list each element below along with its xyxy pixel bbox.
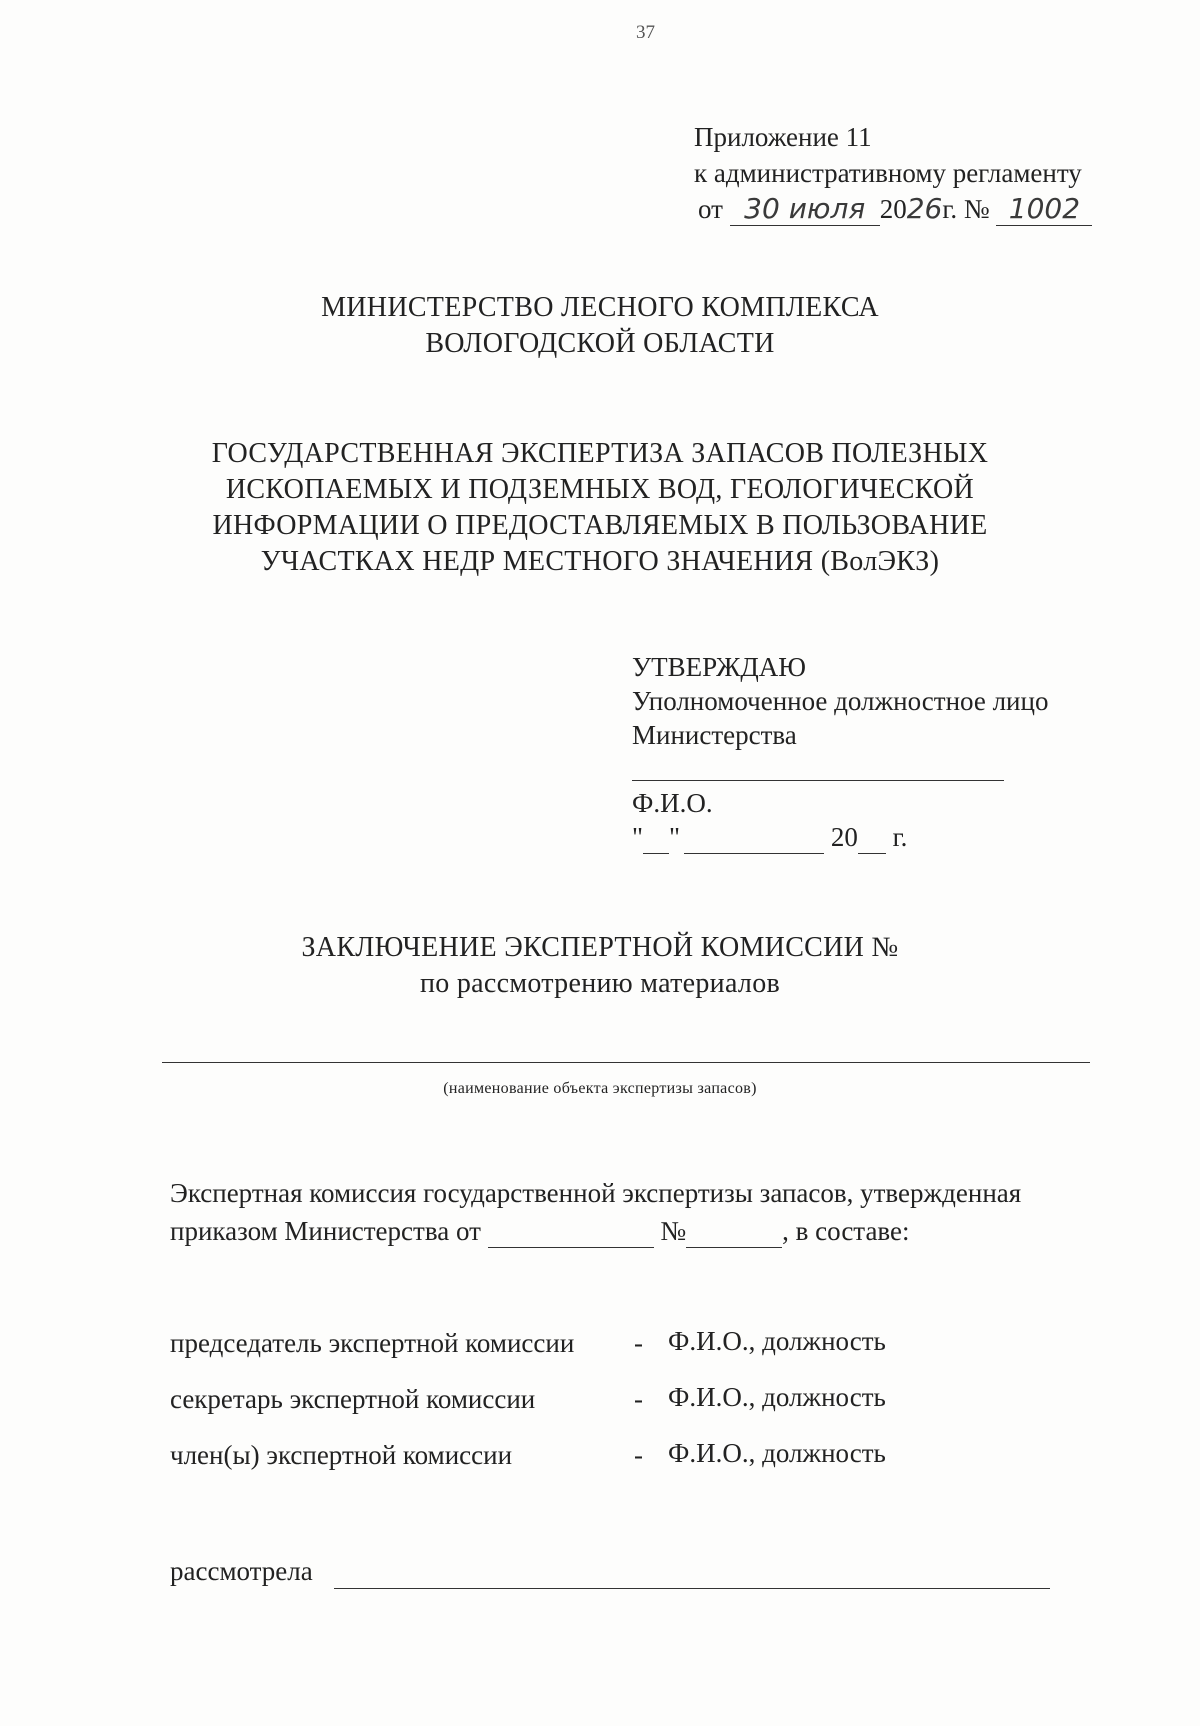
approve-fio: Ф.И.О. — [632, 788, 713, 818]
expertise-line-4: УЧАСТКАХ НЕДР МЕСТНОГО ЗНАЧЕНИЯ (ВолЭКЗ) — [260, 546, 940, 577]
approve-line-1: Уполномоченное должностное лицо — [632, 686, 1049, 716]
handwritten-number: 1002 — [996, 192, 1092, 226]
reviewed-line — [334, 1588, 1050, 1589]
commission-order-prefix: приказом Министерства от — [170, 1216, 481, 1246]
appendix-title: Приложение 11 — [694, 122, 872, 152]
handwritten-year: 26 — [906, 192, 943, 225]
object-name-line — [162, 1062, 1090, 1063]
approve-line-2: Министерства — [632, 720, 797, 750]
expertise-line-1: ГОСУДАРСТВЕННАЯ ЭКСПЕРТИЗА ЗАПАСОВ ПОЛЕЗНЫХ — [211, 438, 989, 469]
member-value-secretary: Ф.И.О., должность — [668, 1382, 886, 1412]
date-open-quote: " — [632, 822, 644, 852]
member-dash-secretary: - — [634, 1384, 643, 1414]
order-number-label: № — [660, 1216, 687, 1246]
order-number-blank — [686, 1216, 782, 1248]
member-role-chairman: председатель экспертной комиссии — [170, 1328, 575, 1358]
member-value-chairman: Ф.И.О., должность — [668, 1326, 886, 1356]
conclusion-title: ЗАКЛЮЧЕНИЕ ЭКСПЕРТНОЙ КОМИССИИ № — [301, 932, 899, 963]
appendix-number-label: г. № — [942, 194, 990, 224]
appendix-date-prefix: от — [698, 194, 723, 224]
commission-line-2 — [170, 1216, 910, 1248]
month-blank — [684, 822, 824, 854]
expertise-line-3: ИНФОРМАЦИИ О ПРЕДОСТАВЛЯЕМЫХ В ПОЛЬЗОВАНИЕ — [212, 510, 988, 541]
member-role-secretary: секретарь экспертной комиссии — [170, 1384, 536, 1414]
member-dash-members: - — [634, 1440, 643, 1470]
date-close-quote: " — [669, 822, 681, 852]
conclusion-subtitle: по рассмотрению материалов — [419, 968, 781, 999]
signature-line — [632, 780, 1004, 781]
member-value-members: Ф.И.О., должность — [668, 1438, 886, 1468]
commission-suffix: , в составе: — [782, 1216, 910, 1246]
year-suffix: г. — [892, 822, 908, 852]
ministry-line-2: ВОЛОГОДСКОЙ ОБЛАСТИ — [425, 328, 775, 359]
day-blank — [643, 822, 669, 854]
member-role-members: член(ы) экспертной комиссии — [170, 1440, 513, 1470]
appendix-subtitle: к административному регламенту — [694, 158, 1082, 188]
member-dash-chairman: - — [634, 1328, 643, 1358]
approve-date-line — [632, 822, 907, 854]
commission-line-1: Экспертная комиссия государственной экспертизы запасов, утвержденная — [170, 1178, 1022, 1208]
handwritten-date: 30 июля — [730, 192, 880, 226]
order-date-blank — [488, 1216, 654, 1248]
ministry-line-1: МИНИСТЕРСТВО ЛЕСНОГО КОМПЛЕКСА — [321, 292, 879, 323]
reviewed-label: рассмотрела — [170, 1556, 313, 1586]
object-caption: (наименование объекта экспертизы запасов) — [443, 1080, 757, 1097]
approve-heading: УТВЕРЖДАЮ — [632, 652, 807, 682]
year-prefix: 20 — [830, 822, 858, 852]
year-blank — [858, 822, 886, 854]
appendix-date-line — [698, 192, 1092, 226]
expertise-line-2: ИСКОПАЕМЫХ И ПОДЗЕМНЫХ ВОД, ГЕОЛОГИЧЕСКОЙ — [225, 474, 975, 505]
page-number: 37 — [636, 22, 655, 43]
appendix-year-print: 20 — [879, 194, 907, 224]
